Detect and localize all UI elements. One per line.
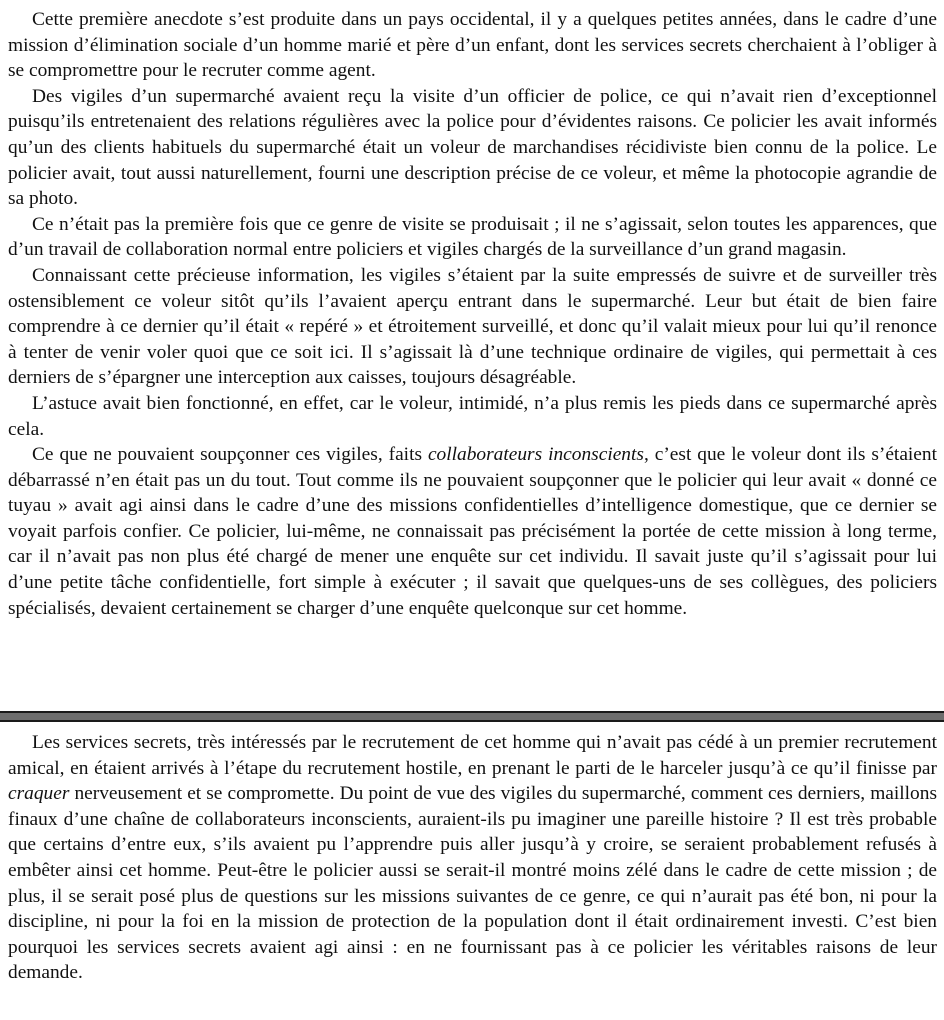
top-page-text xyxy=(0,7,944,621)
italic-text-run: craquer xyxy=(8,783,70,805)
bottom-page-text xyxy=(0,730,944,986)
text-run: Ce que ne pouvaient soupçonner ces vigiles, faits xyxy=(32,444,428,466)
paragraph xyxy=(8,730,937,986)
text-run: Des vigiles d’un supermarché avaient reçu la visite d’un officier de police, ce qui n’avait rien d’exceptionnel puisqu’ils entretenaient des relations régulières avec la police pour d’évidentes raisons. Ce policier les avait informés qu’un des clients habituels du supermarché était un voleur de marchandises récidiviste bien connu de la police. Le policier avait, tout aussi naturellement, fourni une description précise de ce voleur, et même la photocopie agrandie de sa photo. xyxy=(8,85,937,210)
text-run: nerveusement et se compromette. Du point de vue des vigiles du supermarché, comment ces derniers, maillons finaux d’une chaîne de collaborateurs inconscients, auraient-ils pu imaginer une pareille histoire ? Il est très probable que certains d’entre eux, s’ils avaient pu l’apprendre puis aller jusqu’à y croire, se seraient probablement refusés à embêter ainsi cet homme. Peut-être le policier aussi se serait-il montré moins zélé dans le cadre de cette mission ; de plus, il se serait posé plus de questions sur les missions suivantes de ce genre, ce qui n’aurait pas été bon, ni pour la discipline, ni pour la foi en la mission de protection de la population dont il était ordinairement investi. C’est bien pourquoi les services secrets avaient agi ainsi : en ne fournissant pas à ce policier les véritables raisons de leur demande. xyxy=(8,783,937,984)
text-run: , c’est que le voleur dont ils s’étaient débarrassé n’en était pas un du tout. Tout comme ils ne pouvaient soupçonner que le policier qui leur avait « donné ce tuyau » avait agi ainsi dans le cadre d’une des missions confidentielles d’intelligence domestique, que ce dernier se voyait parfois confier. Ce policier, lui-même, ne connaissait pas précisément la portée de cette mission à long terme, car il n’avait pas non plus été chargé de mener une enquête sur cet individu. Il savait juste qu’il s’agissait pour lui d’une petite tâche confidentielle, fort simple à exécuter ; il savait que quelques-uns de ses collègues, des policiers spécialisés, devaient certainement se charger d’une enquête quelconque sur cet homme. xyxy=(8,444,938,619)
text-run: L’astuce avait bien fonctionné, en effet, car le voleur, intimidé, n’a plus remis les pieds dans ce supermarché après cela. xyxy=(8,392,937,440)
paragraph xyxy=(8,391,937,442)
paragraph xyxy=(8,84,937,212)
italic-text-run: collaborateurs inconscients xyxy=(427,444,644,466)
text-run: Cette première anecdote s’est produite dans un pays occidental, il y a quelques petites années, dans le cadre d’une mission d’élimination sociale d’un homme marié et père d’un enfant, dont les services secrets cherchaient à l’obliger à se compromettre pour le recruter comme agent. xyxy=(8,9,937,82)
paragraph xyxy=(8,263,937,391)
page-separator xyxy=(0,711,944,722)
paragraph xyxy=(8,212,937,263)
text-run: Les services secrets, très intéressés par le recrutement de cet homme qui n’avait pas cédé à un premier recrutement amical, en étaient arrivés à l’étape du recrutement hostile, en prenant le parti de le harceler jusqu’à ce qu’il finisse par xyxy=(8,732,937,779)
paragraph xyxy=(8,7,937,84)
paragraph xyxy=(8,442,937,621)
text-run: Connaissant cette précieuse information, les vigiles s’étaient par la suite empressés de suivre et de surveiller très ostensiblement ce voleur sitôt qu’ils l’avaient aperçu entrant dans le supermarché. Leur but était de bien faire comprendre à ce dernier qu’il était « repéré » et étroitement surveillé, et donc qu’il valait mieux pour lui qu’il renonce à tenter de venir voler quoi que ce soit ici. Il s’agissait là d’une technique ordinaire de vigiles, qui permettait à ces derniers de s’épargner une interception aux caisses, toujours désagréable. xyxy=(8,264,937,389)
text-run: Ce n’était pas la première fois que ce genre de visite se produisait ; il ne s’agissait, selon toutes les apparences, que d’un travail de collaboration normal entre policiers et vigiles chargés de la surveillance d’un grand magasin. xyxy=(8,213,937,261)
